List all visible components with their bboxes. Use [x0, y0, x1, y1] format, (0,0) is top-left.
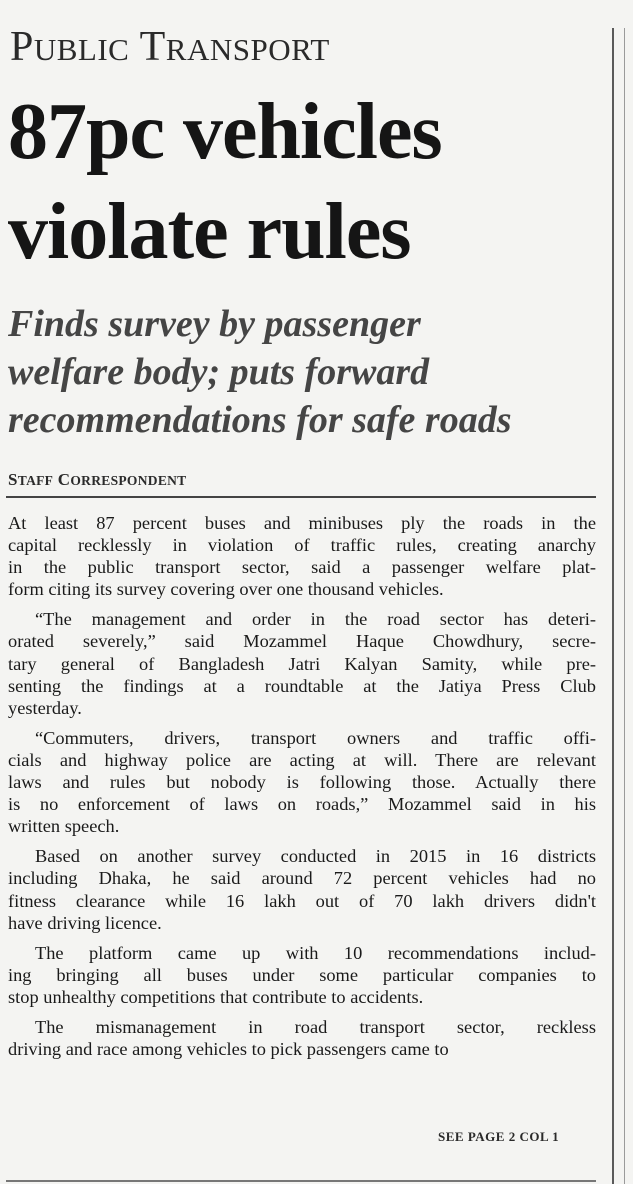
paragraph-line: The platform came up with 10 recommendations includ- — [35, 942, 596, 963]
kicker-cap-2: T — [139, 24, 166, 70]
headline — [8, 82, 608, 282]
paragraph — [8, 727, 596, 837]
column-rule — [612, 28, 614, 1184]
paragraph-line: orated severely,” said Mozammel Haque Chowdhury, secre- — [8, 631, 596, 652]
paragraph-line: senting the findings at a roundtable at the Jatiya Press Club — [8, 675, 596, 696]
byline-rest-1: TAFF — [17, 473, 54, 488]
paragraph-line: At least 87 percent buses and minibuses ply the roads in the — [8, 513, 596, 533]
byline-cap-2: C — [57, 470, 71, 489]
article-body — [8, 512, 596, 1068]
paragraph-line: including Dhaka, he said around 72 percent vehicles had no — [8, 868, 596, 889]
paragraph-line: tary general of Bangladesh Jatri Kalyan Samity, while pre- — [8, 653, 596, 674]
paragraph-line: capital recklessly in violation of traffic rules, creating anarchy — [8, 535, 596, 556]
paragraph-line: yesterday. — [8, 697, 82, 718]
paragraph — [8, 608, 596, 718]
section-kicker — [10, 26, 330, 68]
kicker-rest-1: UBLIC — [33, 32, 130, 67]
subhead-line: recommendations for safe roads — [8, 399, 512, 441]
paragraph-line: The mismanagement in road transport sector, reckless — [35, 1016, 596, 1037]
paragraph-line: driving and race among vehicles to pick passengers came to — [8, 1039, 449, 1060]
bottom-rule — [6, 1180, 596, 1182]
paragraph-line: Based on another survey conducted in 2015 in 16 districts — [35, 846, 596, 867]
byline — [8, 470, 186, 490]
paragraph-line: written speech. — [8, 816, 120, 837]
kicker-cap-1: P — [10, 24, 34, 70]
paragraph-line: cials and highway police are acting at will. There are relevant — [8, 749, 596, 770]
paragraph-line: form citing its survey covering over one thousand vehicles. — [8, 579, 444, 600]
paragraph — [8, 942, 596, 1008]
byline-cap-1: S — [8, 470, 18, 489]
paragraph — [8, 845, 596, 933]
paragraph-line: laws and rules but nobody is following those. Actually there — [8, 772, 596, 793]
paragraph-line: is no enforcement of laws on roads,” Mozammel said in his — [8, 794, 596, 815]
paragraph-line: “The management and order in the road sector has deteri- — [35, 609, 596, 630]
paragraph-line: fitness clearance while 16 lakh out of 70 lakh drivers didn't — [8, 890, 596, 911]
paragraph-line: have driving licence. — [8, 912, 162, 933]
continued-jump-line: SEE PAGE 2 COL 1 — [438, 1129, 560, 1144]
column-rule-outer — [624, 28, 625, 1184]
subhead-line: welfare body; puts forward — [8, 351, 430, 393]
paragraph-line: in the public transport sector, said a passenger welfare plat- — [8, 557, 596, 578]
byline-rest-2: ORRESPONDENT — [70, 473, 187, 488]
paragraph — [8, 1016, 596, 1060]
paragraph-line: “Commuters, drivers, transport owners and traffic offi- — [35, 727, 596, 748]
paragraph-line: stop unhealthy competitions that contribute to accidents. — [8, 986, 424, 1007]
headline-line: 87pc vehicles — [8, 88, 442, 176]
subheadline — [8, 300, 608, 444]
byline-rule — [6, 496, 596, 498]
subhead-line: Finds survey by passenger — [8, 303, 421, 345]
headline-line: violate rules — [8, 188, 411, 276]
paragraph-line: ing bringing all buses under some particular companies to — [8, 964, 596, 985]
kicker-rest-2: RANSPORT — [165, 32, 330, 67]
paragraph — [8, 512, 596, 600]
